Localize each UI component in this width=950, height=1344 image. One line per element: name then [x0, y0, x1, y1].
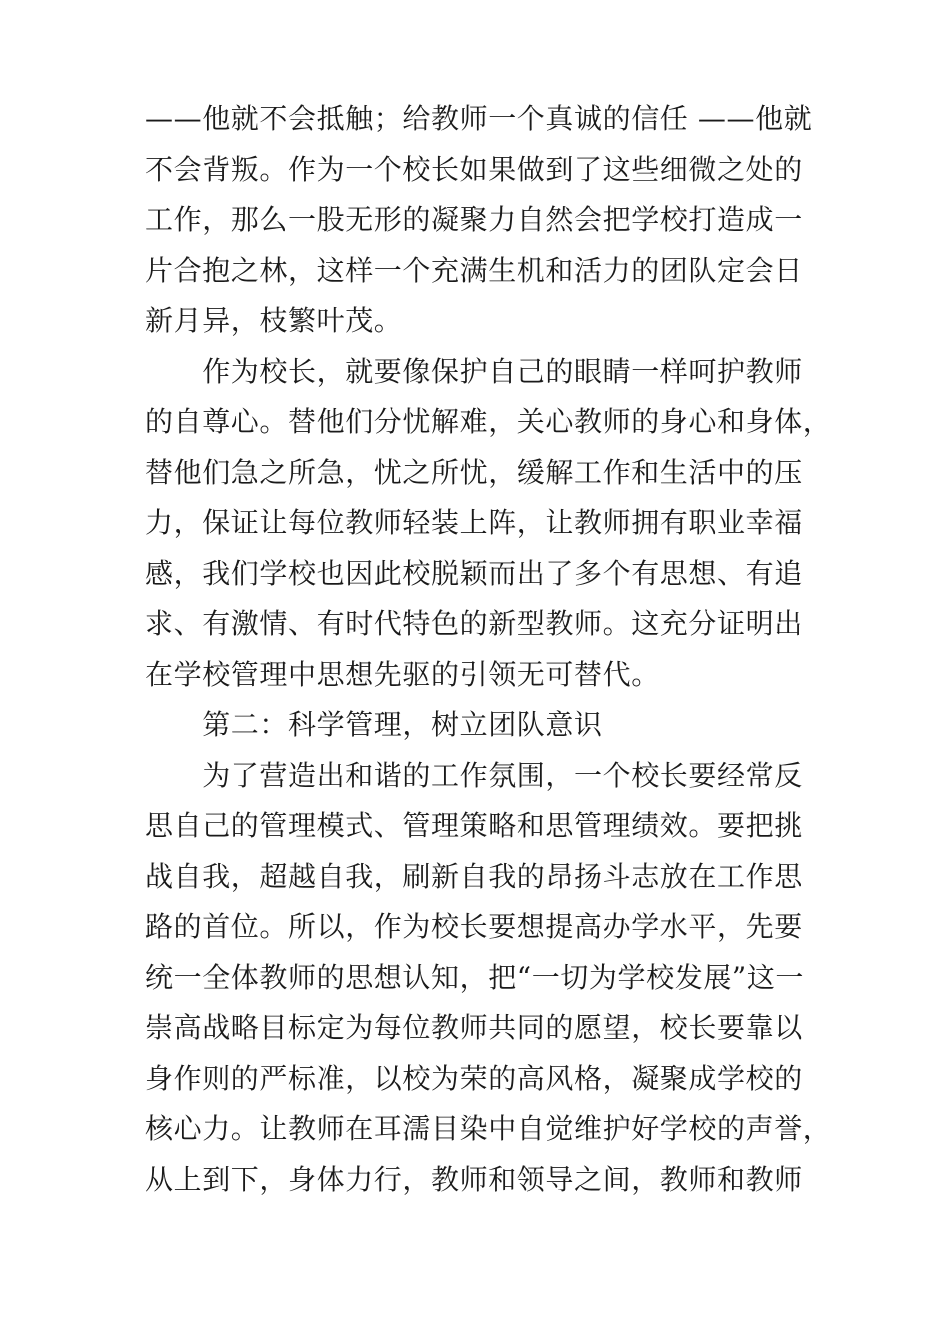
text-line: 新月异，枝繁叶茂。	[145, 304, 403, 337]
text-line: 感，我们学校也因此校脱颖而出了多个有思想、有追	[145, 556, 803, 590]
body-text	[145, 94, 832, 1205]
text-line: 在学校管理中思想先驱的引领无可替代。	[145, 657, 660, 691]
text-line: 力，保证让每位教师轻装上阵，让教师拥有职业幸福	[145, 506, 803, 539]
text-line: 不会背叛。作为一个校长如果做到了这些细微之处的	[145, 152, 803, 186]
text-line: 的自尊心。替他们分忧解难，关心教师的身心和身体，	[145, 405, 832, 438]
paragraph-start-line: 作为校长，就要像保护自己的眼睛一样呵护教师	[145, 354, 803, 388]
text-line: 求、有激情、有时代特色的新型教师。这充分证明出	[145, 607, 803, 640]
text-line: 思自己的管理模式、管理策略和思管理绩效。要把挑	[145, 809, 803, 842]
section-heading: 第二：科学管理，树立团队意识	[145, 708, 603, 741]
text-line: 替他们急之所急，忧之所忧，缓解工作和生活中的压	[145, 455, 803, 489]
text-line: 片合抱之林，这样一个充满生机和活力的团队定会日	[145, 253, 803, 287]
text-line: 战自我，超越自我，刷新自我的昂扬斗志放在工作思	[145, 859, 803, 893]
text-line: 工作，那么一股无形的凝聚力自然会把学校打造成一	[145, 203, 803, 236]
text-line: ——他就不会抵触；给教师一个真诚的信任 ——他就	[145, 102, 813, 135]
text-line: 身作则的严标准，以校为荣的高风格，凝聚成学校的	[145, 1061, 803, 1095]
paragraph-start-line: 为了营造出和谐的工作氛围，一个校长要经常反	[145, 758, 803, 792]
text-line: 从上到下，身体力行，教师和领导之间，教师和教师	[145, 1162, 803, 1196]
text-line: 崇高战略目标定为每位教师共同的愿望，校长要靠以	[145, 1011, 803, 1044]
text-line: 路的首位。所以，作为校长要想提高办学水平，先要	[145, 910, 803, 943]
text-line: 统一全体教师的思想认知，把“一切为学校发展”这一	[145, 960, 805, 994]
text-line: 核心力。让教师在耳濡目染中自觉维护好学校的声誉，	[145, 1112, 832, 1145]
